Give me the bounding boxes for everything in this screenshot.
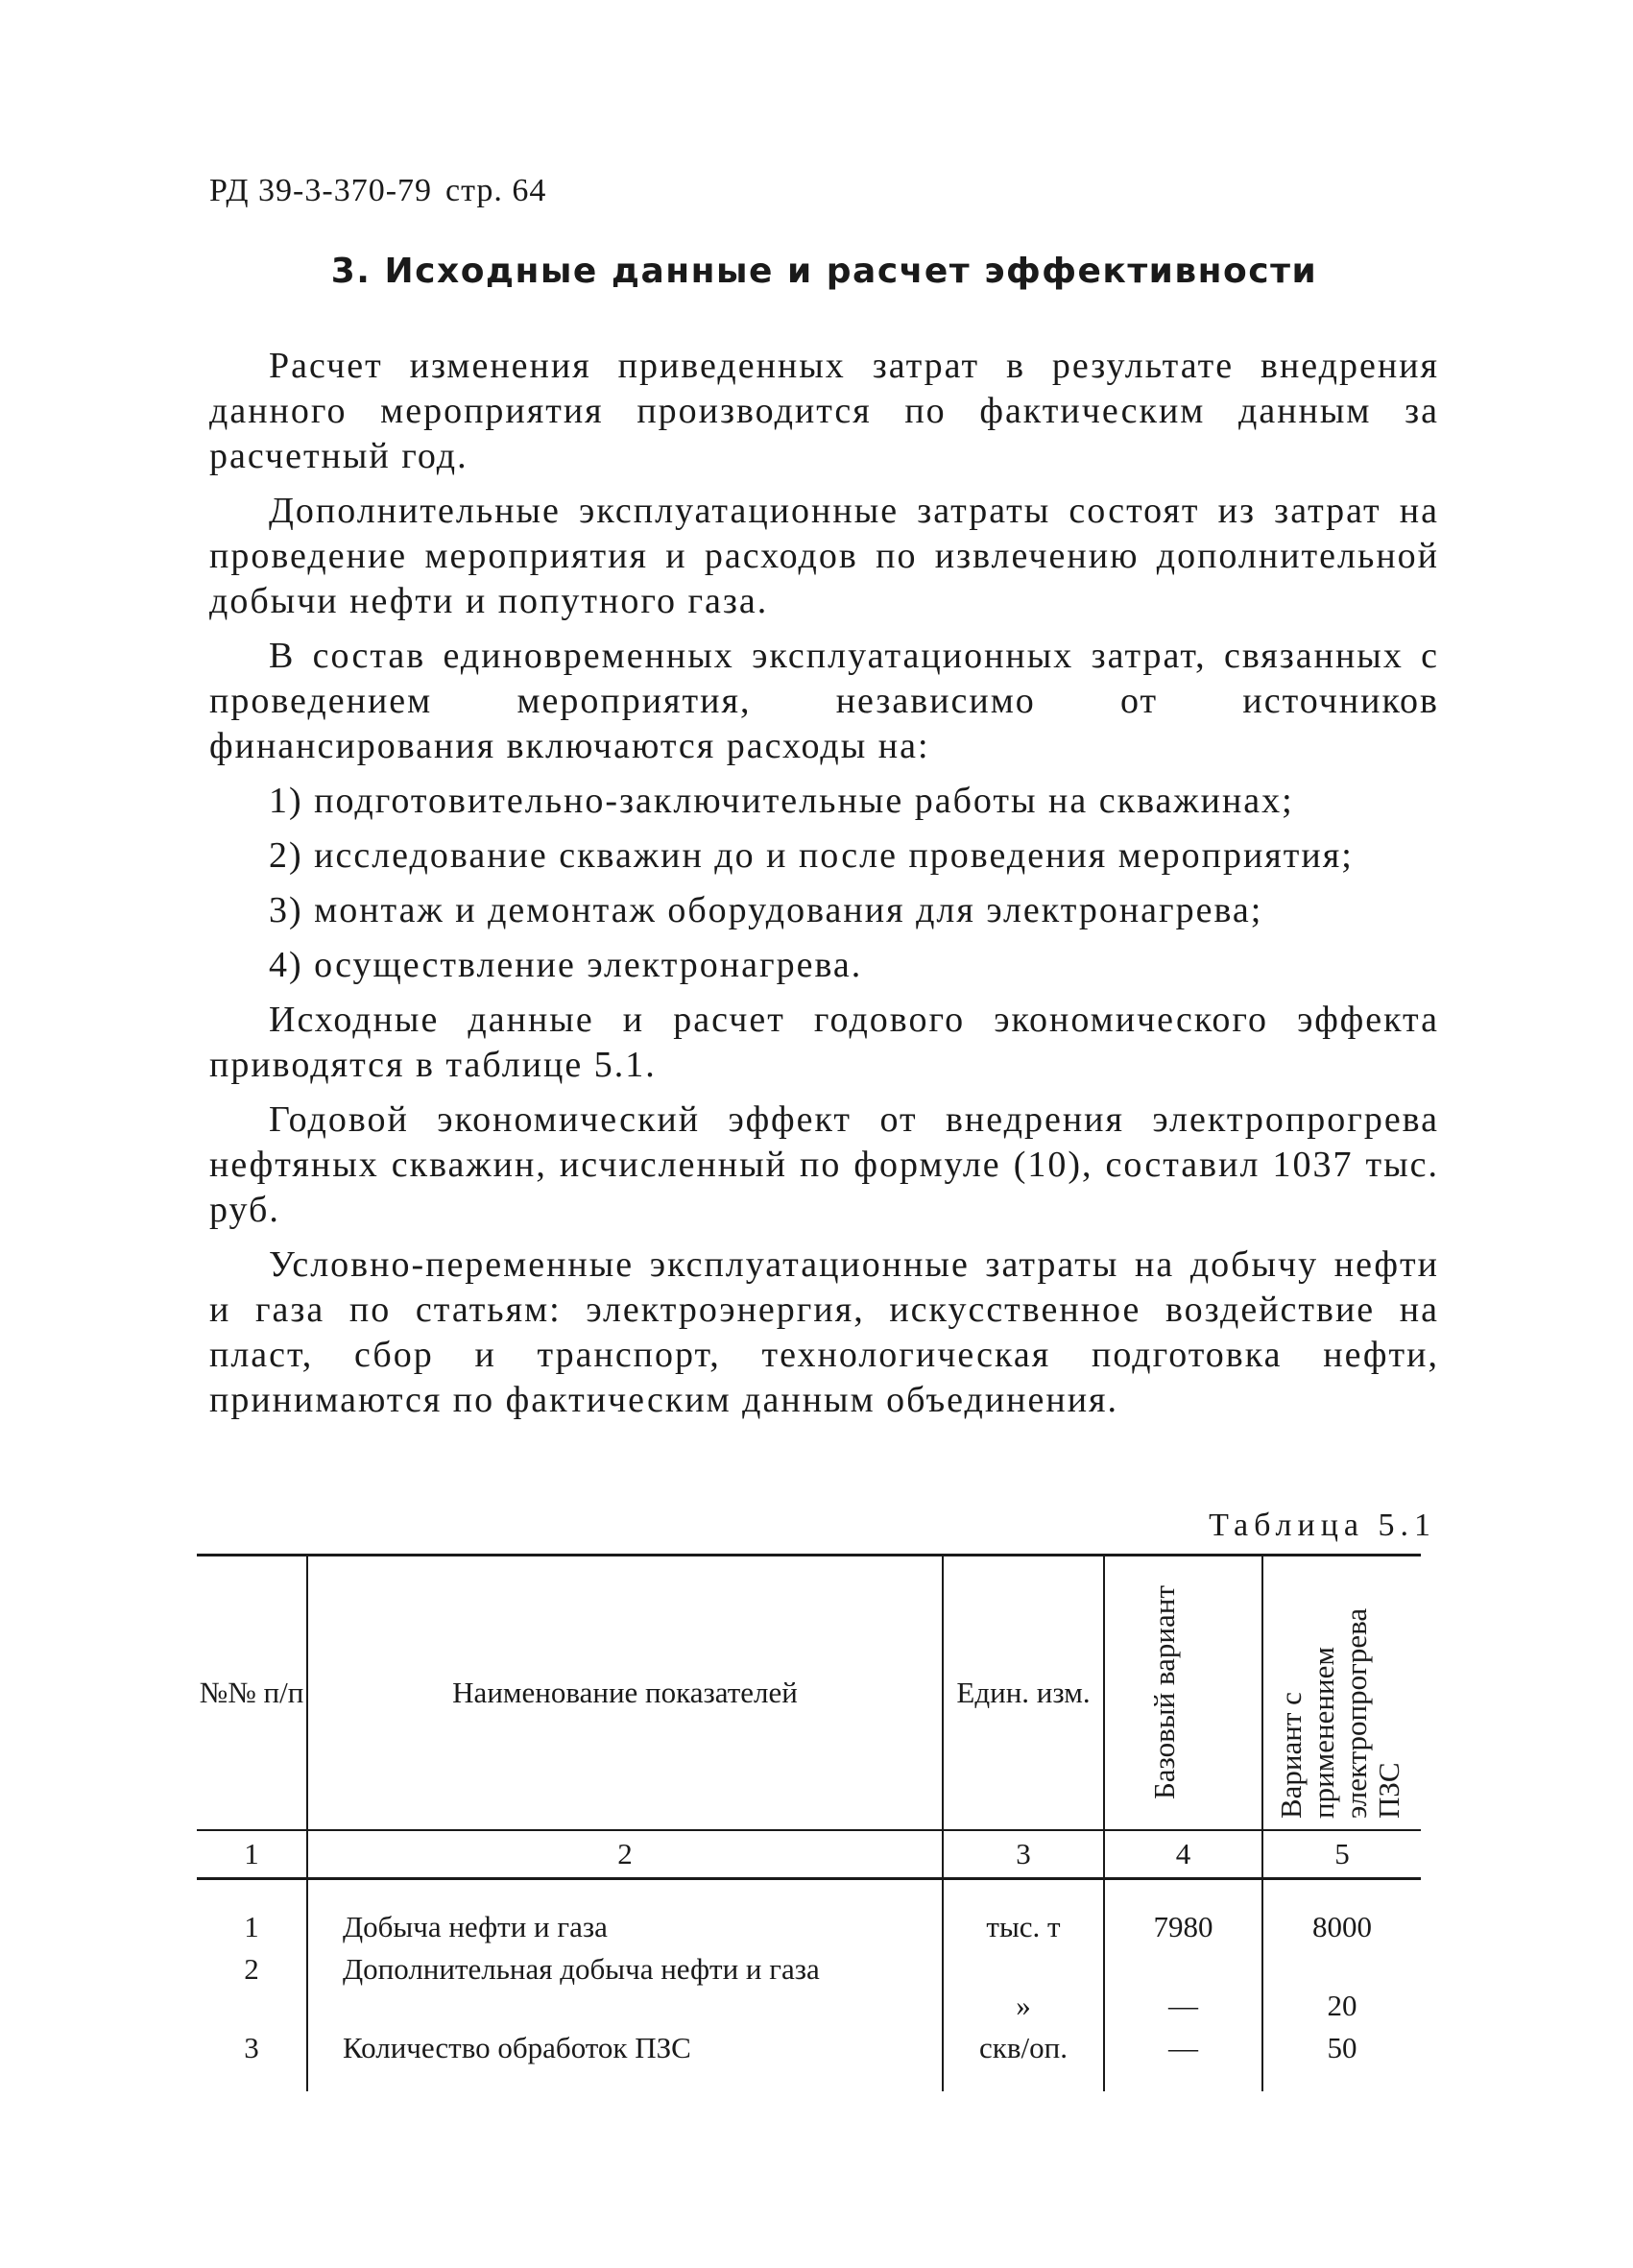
header-variant-text: Вариант с применением электропрогрева ПЗС: [1274, 1607, 1405, 1819]
row-variant-value: 20: [1262, 1945, 1421, 2024]
table-row: [197, 1945, 1421, 2024]
header-base: [1104, 1556, 1262, 1831]
row-name: Добыча нефти и газа: [307, 1879, 943, 1946]
list-item: 2) исследование скважин до и после проведения мероприятия;: [269, 835, 1354, 876]
row-number: 3: [244, 2031, 259, 2064]
header-num: №№ п/п: [197, 1556, 307, 1831]
paragraph: В состав единовременных эксплуатационных затрат, связанных с проведением мероприятия, независимо от источников финансирования включаются расходы на:: [209, 636, 1439, 766]
paragraph: Дополнительные эксплуатационные затраты состоят из затрат на проведение мероприятия и расходов по извлечению дополнительной добычи нефти и попутного газа.: [209, 491, 1439, 621]
paragraph: Расчет изменения приведенных затрат в результате внедрения данного мероприятия производится по фактическим данным за расчетный год.: [209, 346, 1439, 476]
section-title: 3. Исходные данные и расчет эффективности: [330, 252, 1318, 291]
header-base-text: Базовый вариант: [1146, 1585, 1181, 1799]
row-number: 2: [244, 1952, 259, 1986]
list-item: 3) монтаж и демонтаж оборудования для электронагрева;: [269, 890, 1263, 930]
row-base-value: —: [1104, 1945, 1262, 2024]
body-text: [209, 344, 1439, 1433]
table-caption: Таблица 5.1: [1209, 1508, 1436, 1543]
page-number: стр. 64: [445, 173, 547, 208]
paragraph: Годовой экономический эффект от внедрения электропрогрева нефтяных скважин, исчисленный по формуле (10), составил 1037 тыс. руб.: [209, 1099, 1439, 1230]
table-row: [197, 1879, 1421, 1946]
column-number: 4: [1104, 1830, 1262, 1879]
list-item: 4) осуществление электронагрева.: [269, 945, 863, 985]
row-unit: тыс. т: [943, 1879, 1104, 1946]
row-number: 1: [244, 1910, 259, 1943]
header-unit: Един. изм.: [943, 1556, 1104, 1831]
column-number: 2: [307, 1830, 943, 1879]
document-code: РД 39-3-370-79: [209, 173, 433, 208]
row-variant-value: 8000: [1262, 1879, 1421, 1946]
row-base-value: —: [1104, 2024, 1262, 2091]
row-name: Количество обработок ПЗС: [307, 2024, 943, 2091]
data-table: [197, 1554, 1421, 2091]
table-header-row: [197, 1556, 1421, 1831]
row-base-value: 7980: [1104, 1879, 1262, 1946]
row-name: Дополнительная добыча нефти и газа: [307, 1945, 943, 2024]
column-number: 3: [943, 1830, 1104, 1879]
column-number: 5: [1262, 1830, 1421, 1879]
header-name: Наименование показателей: [307, 1556, 943, 1831]
paragraph: Исходные данные и расчет годового экономического эффекта приводятся в таблице 5.1.: [209, 1000, 1439, 1085]
header-variant: [1262, 1556, 1421, 1831]
paragraph: Условно-переменные эксплуатационные затраты на добычу нефти и газа по статьям: электроэнергия, искусственное воздействие на пласт, сбор и транспорт, технологическая подготовка нефти, принимаются по фактическим данным объединения.: [209, 1244, 1439, 1420]
row-unit: скв/оп.: [943, 2024, 1104, 2091]
list-item: 1) подготовительно-заключительные работы на скважинах;: [269, 781, 1294, 821]
column-number-row: [197, 1830, 1421, 1879]
column-number: 1: [197, 1830, 307, 1879]
row-variant-value: 50: [1262, 2024, 1421, 2091]
table-row: [197, 2024, 1421, 2091]
page-header: [209, 173, 546, 209]
row-unit: »: [943, 1945, 1104, 2024]
